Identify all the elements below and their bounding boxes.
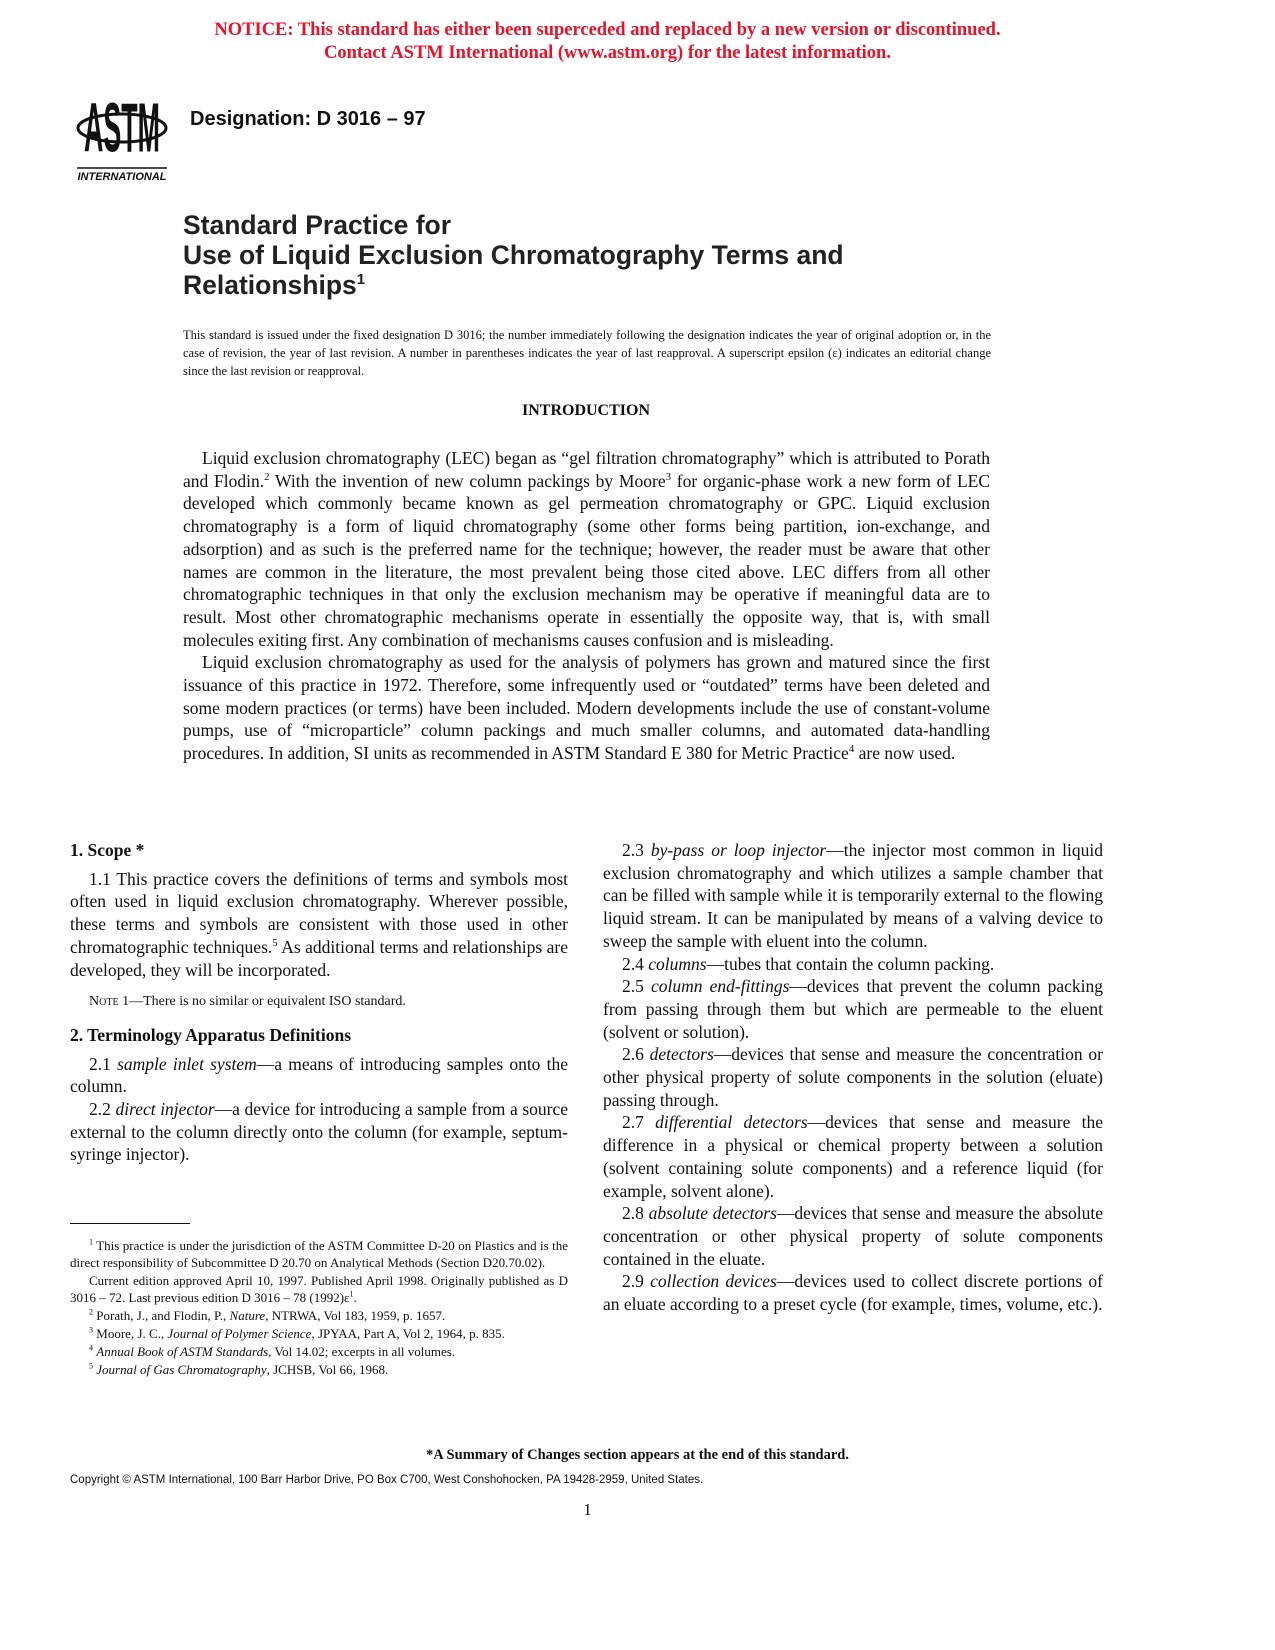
intro-paragraph	[183, 651, 990, 765]
term: detectors	[649, 1044, 714, 1065]
text: , JCHSB, Vol 66, 1968.	[266, 1362, 389, 1377]
terminology-heading: 2. Terminology Apparatus Definitions	[70, 1024, 352, 1045]
text: 2.8	[622, 1203, 649, 1224]
supersede-notice	[0, 19, 1215, 65]
title-line-3: Relationships	[183, 270, 357, 300]
text: 2.3	[622, 840, 651, 860]
term: Annual Book of ASTM Standards	[96, 1344, 269, 1359]
footnote-divider	[70, 1223, 190, 1224]
page-number: 1	[583, 1500, 592, 1519]
term: collection devices	[650, 1271, 777, 1292]
definition	[603, 1111, 1103, 1202]
text: are now used.	[854, 743, 956, 764]
text: for organic-phase work a new form of LEC developed which commonly became known as gel permeation chromatography or GPC. Liquid exclusion chromatography is a form of liquid chromatography (some other forms being partition, ion-exchange, and adsorption) and as such is the preferred name for the technique; however, the reader must be aware that other names are common in the literature, the most prevalent being those cited above. LEC differs from all other chromatographic techniques in that only the exclusion mechanism may be operative if meaningful data are to result. Most other chromatographic mechanisms operate in essentially the opposite way, that is, with small molecules exiting first. Any combination of mechanisms causes confusion and is misleading.	[183, 470, 990, 650]
note-text: 1—There is no similar or equivalent ISO standard.	[118, 994, 406, 1010]
right-column	[603, 839, 1103, 1316]
intro-paragraph	[183, 447, 990, 651]
footnote	[70, 1307, 568, 1324]
term: column end-fittings	[651, 976, 790, 997]
term: columns	[648, 953, 707, 974]
text: 2.1	[89, 1053, 118, 1074]
text: Liquid exclusion chromatography (LEC) began as “gel filtration chromatography” which is attributed to Porath and Flodin.	[183, 448, 990, 491]
footnote-ref: 1	[356, 271, 366, 289]
definition	[603, 953, 1103, 976]
footnote-ref: 4	[89, 1343, 94, 1353]
text: —devices that sense and measure the difference in a physical or chemical property between a solution (solvent containing solute components) and a reference liquid (for example, solvent alone).	[603, 1112, 1104, 1201]
note-label: Note	[89, 994, 119, 1010]
term: direct injector	[115, 1099, 215, 1120]
text: 2.5	[622, 976, 652, 997]
footnote-ref: 5	[89, 1361, 94, 1371]
definition	[603, 1043, 1103, 1111]
text: With the invention of new column packings by Moore	[269, 470, 666, 491]
title-line-1: Standard Practice for	[183, 210, 452, 240]
text: As additional terms and relationships are developed, they will be incorporated.	[70, 936, 568, 980]
definition	[70, 1098, 568, 1166]
astm-logo	[72, 90, 172, 182]
term: differential detectors	[655, 1112, 808, 1133]
left-column	[70, 839, 568, 1166]
title-line-2: Use of Liquid Exclusion Chromatography Terms and	[183, 240, 844, 270]
term: Nature	[229, 1308, 266, 1323]
text: —devices that sense and measure the absolute concentration or other physical property of solute components contained in the eluate.	[603, 1203, 1104, 1269]
footnote-ref: 3	[665, 470, 672, 483]
notice-line-2: Contact ASTM International (www.astm.org) for the latest information.	[324, 43, 891, 63]
text: 2.6	[622, 1044, 650, 1065]
footnote-ref: 2	[89, 1307, 94, 1317]
text: Current edition approved April 10, 1997. Published April 1998. Originally published as D 3016 – 72. Last previous edition D 3016 – 78 (1992)ε	[70, 1273, 568, 1305]
text: 1.1 This practice covers the definitions of terms and symbols most often used in liquid exclusion chromatography. Wherever possible, these terms and symbols are consistent with those used in other chromatographic techniques.	[70, 868, 568, 957]
text: 2.7	[622, 1112, 656, 1133]
footnote	[70, 1343, 568, 1360]
text: —a means of introducing samples onto the column.	[70, 1053, 568, 1097]
text: .	[353, 1290, 357, 1305]
definition	[70, 1053, 568, 1098]
scope-paragraph	[70, 868, 568, 982]
text: Porath, J., and Flodin, P.,	[93, 1308, 230, 1323]
definition	[603, 975, 1103, 1043]
text: —the injector most common in liquid exclusion chromatography and which utilizes a sample chamber that can be filled with sample while it is temporarily external to the flowing liquid stream. It can be manipulated by means of a valving device to sweep the sample with eluent into the column.	[603, 840, 1103, 951]
logo-letters: ASTM	[84, 88, 160, 167]
footnote-ref: 2	[264, 470, 270, 483]
term: by-pass or loop injector	[650, 840, 827, 860]
scope-heading: 1. Scope *	[70, 840, 145, 860]
text: —devices that prevent the column packing from passing through them but which are permeable to the eluent (solvent or solution).	[603, 976, 1104, 1042]
footnote-ref: 4	[848, 743, 855, 756]
summary-of-changes-note: *A Summary of Changes section appears at the end of this standard.	[426, 1447, 849, 1463]
footnote-ref: 5	[272, 936, 278, 949]
term: Journal of Gas Chromatography	[96, 1362, 267, 1377]
text: 2.4	[622, 953, 649, 974]
definition	[603, 1270, 1103, 1315]
designation: Designation: D 3016 – 97	[190, 108, 426, 130]
text: Liquid exclusion chromatography as used for the analysis of polymers has grown and matured since the first issuance of this practice in 1972. Therefore, some infrequently used or “outdated” terms have been deleted and some modern practices (or terms) have been included. Modern developments include the use of constant-volume pumps, use of “microparticle” column packings and much smaller columns, and automated data-handling procedures. In addition, SI units as recommended in ASTM Standard E 380 for Metric Practice	[183, 652, 990, 764]
document-title	[183, 210, 844, 300]
text: —devices used to collect discrete portions of an eluate according to a preset cycle (for example, times, volume, etc.).	[603, 1271, 1104, 1315]
text: 2.9	[622, 1271, 651, 1292]
text: —devices that sense and measure the concentration or other physical property of solute components in the solution (eluate) passing through.	[603, 1044, 1103, 1110]
text: , NTRWA, Vol 183, 1959, p. 1657.	[265, 1308, 446, 1323]
term: Journal of Polymer Science	[167, 1326, 312, 1341]
text: , Vol 14.02; excerpts in all volumes.	[268, 1344, 456, 1359]
introduction	[183, 447, 990, 765]
footnote	[70, 1237, 568, 1271]
term: sample inlet system	[117, 1053, 257, 1074]
logo-sub: INTERNATIONAL	[77, 171, 167, 183]
footnote	[70, 1272, 568, 1306]
footnote	[70, 1325, 568, 1342]
copyright: Copyright © ASTM International, 100 Barr Harbor Drive, PO Box C700, West Conshohocken, PA 19428-2959, United States.	[70, 1474, 704, 1486]
issuance-statement: This standard is issued under the fixed designation D 3016; the number immediately following the designation indicates the year of original adoption or, in the case of revision, the year of last revision. A number in parentheses indicates the year of last reapproval. A superscript epsilon (ε) indicates an editorial change since the last revision or reapproval.	[183, 328, 991, 378]
definition	[603, 1202, 1103, 1270]
footnote-ref: 3	[89, 1325, 94, 1335]
intro-heading: INTRODUCTION	[521, 402, 650, 419]
note-1	[89, 991, 568, 1014]
notice-line-1: NOTICE: This standard has either been superceded and replaced by a new version or discontinued.	[214, 20, 1001, 40]
text: Moore, J. C.,	[93, 1326, 168, 1341]
footnote	[70, 1361, 568, 1378]
definition	[603, 839, 1103, 953]
text: 2.2	[89, 1099, 116, 1120]
text: —a device for introducing a sample from a source external to the column directly onto the column (for example, septum-syringe injector).	[70, 1099, 568, 1165]
text: , JPYAA, Part A, Vol 2, 1964, p. 835.	[311, 1326, 505, 1341]
footnotes	[70, 1237, 568, 1379]
text: This practice is under the jurisdiction of the ASTM Committee D-20 on Plastics and is the direct responsibility of Subcommittee D 20.70 on Analytical Methods (Section D20.70.02).	[70, 1238, 568, 1270]
text: —tubes that contain the column packing.	[706, 953, 995, 974]
footnote-ref: 1	[349, 1289, 354, 1299]
term: absolute detectors	[648, 1203, 777, 1224]
footnote-ref: 1	[89, 1237, 94, 1247]
